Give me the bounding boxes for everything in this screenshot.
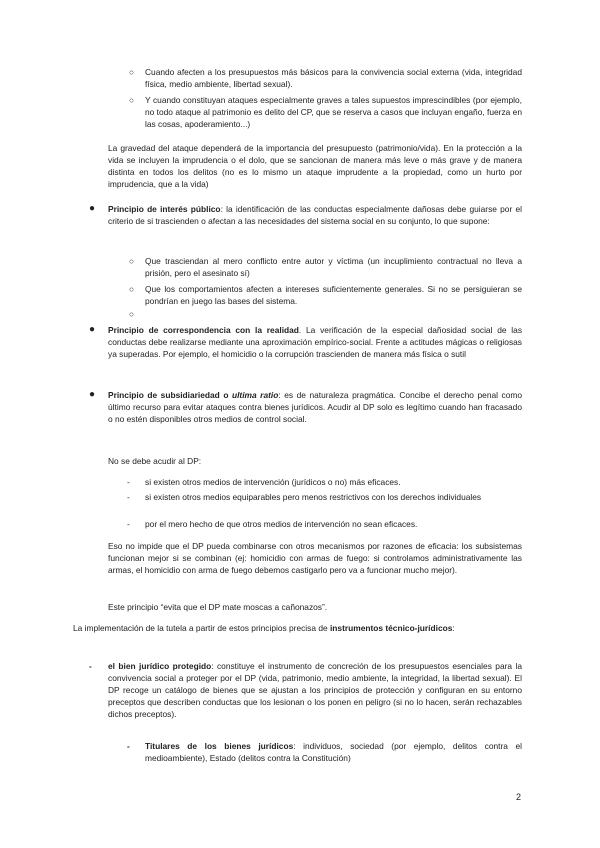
- principle-title: Principio de interés público: [108, 204, 221, 214]
- circle-bullet-icon: ○: [129, 284, 135, 294]
- principle-title: Principio de correspondencia con la realidad: [108, 325, 299, 335]
- principle-text: . La verificación de la especial dañosidad social de las conductas debe realizarse mediante una aproximación empírico-social. Frente a actitudes mágicas o religiosas ya superadas. Por ejemplo, el homicidio o la corrupción trascienden de manera más física o sutil: [108, 325, 523, 360]
- implementacion-text: La implementación de la tutela a partir de estos principios precisa de: [73, 623, 330, 633]
- paragraph-eso-no-impide: Eso no impide que el DP pueda combinarse con otros mecanismos por razones de eficacia: los subsistemas funcionan mejor si se combinan (ej: homicidio con armas de fuego: si controlamos administrativamente las armas, el homicidio con arma de fuego debemos castigarlo pero va a funcionar mucho mejor).: [108, 541, 522, 576]
- titulares-item: [145, 740, 522, 764]
- principle-title-italic: ultima ratio: [231, 390, 279, 400]
- circle-bullet-icon: ○: [129, 309, 135, 319]
- bien-juridico-text: : constituye el instrumento de concreción de los presupuestos esenciales para la convivencia social a proteger por el DP (vida, patrimonio, medio ambiente, la integridad, la libertad sexual). El DP recoge un catálogo de bienes que se ajustan a los principios de protección y configuran en su entorno preceptos que describen conductas que los lesionan o los ponen en peligro (si no lo hacen, serán rechazables dichos preceptos).: [108, 661, 522, 720]
- paragraph-implementacion: [73, 622, 522, 634]
- principle-text: : es de naturaleza pragmática. Concibe el derecho penal como último recurso para evitar ataques contra bienes jurídicos. Acudir al DP solo es legítimo cuando han fracasado o no estén disponibles otros medios de control social.: [108, 390, 523, 425]
- bien-juridico-title: el bien jurídico protegido: [108, 661, 212, 671]
- circle-bullet-icon: ○: [129, 256, 135, 266]
- principle-text: : la identificación de las conductas especialmente dañosas debe guiarse por el criterio de si trascienden o afectan a las necesidades del sistema social en su conjunto, lo que supone:: [108, 204, 523, 227]
- titulares-text: : individuos, sociedad (por ejemplo, delitos contra el medioambiente), Estado (delitos contra la Constitución): [145, 741, 523, 764]
- paragraph-moscas: Este principio “evita que el DP mate moscas a cañonazos”.: [108, 602, 328, 612]
- implementacion-bold: instrumentos técnico-jurídicos: [329, 623, 453, 633]
- paragraph-gravedad: La gravedad del ataque dependerá de la importancia del presupuesto (patrimonio/vida). En la protección a la vida se incluyen la imprudencia o el dolo, que se sancionan de manera más leve o más grave y de manera distinta en todos los delitos (no es lo mismo un ataque imprudente a la propiedad, como un hurto por imprudencia, que a la vida): [108, 143, 522, 190]
- titulares-title: Titulares de los bienes jurídicos: [145, 741, 294, 751]
- list-item: si existen otros medios de intervención (jurídicos o no) más eficaces.: [145, 477, 401, 487]
- dash-bullet-icon: -: [127, 519, 130, 529]
- principle-interes-publico: [108, 203, 522, 227]
- dash-bullet-icon: -: [89, 661, 92, 671]
- list-item: Y cuando constituyan ataques especialmente graves a tales supuestos imprescindibles (por ejemplo, no todo ataque al patrimonio es delito del CP, que se reserva a casos que incluyan engaño, fuerza en las cosas, apoderamiento...): [145, 95, 522, 130]
- list-item: por el mero hecho de que otros medios de intervención no sean eficaces.: [145, 519, 418, 529]
- dash-bullet-icon: -: [127, 477, 130, 487]
- principle-title: Principio de subsidiariedad o: [108, 390, 232, 400]
- bullet-icon: ●: [89, 203, 96, 214]
- principle-subsidiariedad: [108, 389, 522, 425]
- implementacion-end: :: [452, 623, 455, 633]
- list-item: Que trasciendan al mero conflicto entre autor y víctima (un incuplimiento contractual no lleva a prisión, pero el asesinato sí): [145, 256, 522, 279]
- list-item: si existen otros medios equiparables pero menos restrictivos con los derechos individuales: [145, 492, 482, 502]
- circle-bullet-icon: ○: [129, 67, 135, 77]
- page-number: 2: [516, 792, 522, 802]
- paragraph-no-acudir: No se debe acudir al DP:: [108, 456, 202, 466]
- dash-bullet-icon: -: [127, 492, 130, 502]
- dash-bullet-icon: -: [127, 741, 130, 751]
- bullet-icon: ●: [89, 324, 96, 335]
- list-item: Que los comportamientos afecten a intereses suficientemente generales. Si no se persiguieran se pondrían en juego las bases del sistema.: [145, 284, 522, 307]
- bien-juridico-item: [108, 660, 522, 720]
- principle-correspondencia: [108, 324, 522, 360]
- circle-bullet-icon: ○: [129, 95, 135, 105]
- list-item: Cuando afecten a los presupuestos más básicos para la convivencia social externa (vida, integridad física, medio ambiente, libertad sexual).: [145, 67, 522, 90]
- bullet-icon: ●: [89, 389, 96, 400]
